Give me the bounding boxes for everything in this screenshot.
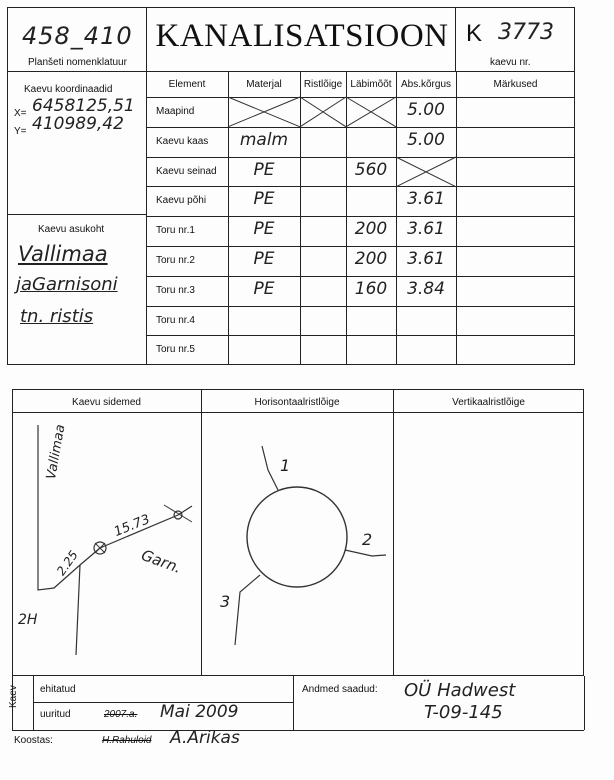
coord-x-value: 6458125,51 xyxy=(32,96,135,116)
koostas-label: Koostas: xyxy=(14,735,53,746)
well-label: kaevu nr. xyxy=(490,57,531,68)
sketch-header-sidemed: Kaevu sidemed xyxy=(72,397,141,408)
table-cell-element: Toru nr.4 xyxy=(156,314,195,326)
horizontal-pipe-1: 1 xyxy=(280,456,291,475)
sidemed-dist-2: 15.73 xyxy=(112,512,153,540)
table-cell-element: Toru nr.3 xyxy=(156,284,195,296)
table-header-diameter: Läbimõõt xyxy=(350,79,392,90)
sketch-header-horizontal: Horisontaalristlõige xyxy=(254,397,340,408)
uuritud-label: uuritud xyxy=(40,709,71,720)
table-cell-abs-height: 3.61 xyxy=(407,249,445,269)
horizontal-pipe-3: 3 xyxy=(220,592,231,611)
table-header-material: Materjal xyxy=(246,79,282,90)
table-cell-element: Toru nr.1 xyxy=(156,225,195,237)
location-line-2: jaGarnisoni xyxy=(16,274,118,295)
horizontal-pipe-2: 2 xyxy=(362,530,373,549)
sidemed-dist-1: 2.25 xyxy=(54,548,81,579)
table-cell-material: malm xyxy=(239,129,289,150)
table-header-notes: Märkused xyxy=(493,79,538,90)
koostas-struck: H.Rahuloid xyxy=(102,735,152,746)
table-cell-material: PE xyxy=(253,159,275,180)
table-cell-element: Toru nr.2 xyxy=(156,255,195,266)
table-cell-material: PE xyxy=(253,189,275,210)
table-cell-material: PE xyxy=(253,249,275,269)
table-cell-abs-height: 3.61 xyxy=(407,219,445,240)
table-cell-material: PE xyxy=(253,219,275,240)
table-header-element: Element xyxy=(168,79,206,90)
uuritud-value: Mai 2009 xyxy=(160,702,239,722)
table-cell-element: Kaevu seinad xyxy=(156,165,217,177)
table-header-abs-height: Abs.kõrgus xyxy=(400,79,452,90)
well-prefix: K xyxy=(466,20,483,47)
sidemed-street-garn: Garn. xyxy=(138,546,184,578)
location-label: Kaevu asukoht xyxy=(38,224,105,235)
table-cell-abs-height: 5.00 xyxy=(407,129,445,150)
ehitatud-label: ehitatud xyxy=(40,684,76,695)
andmed-label: Andmed saadud: xyxy=(302,684,378,695)
page-title: KANALISATSIOON xyxy=(155,18,449,54)
table-header-cross-section: Ristlõige xyxy=(303,79,343,90)
table-cell-diameter: 200 xyxy=(354,219,388,240)
table-cell-abs-height: 3.61 xyxy=(407,189,445,210)
sheet-label: Planšeti nomenklatuur xyxy=(28,57,127,68)
coord-x-label: X= xyxy=(14,108,27,119)
table-cell-diameter: 560 xyxy=(354,159,388,180)
table-cell-abs-height: 5.00 xyxy=(407,100,445,120)
andmed-value-2: T-09-145 xyxy=(424,702,503,723)
coord-y-value: 410989,42 xyxy=(32,114,124,134)
table-cell-abs-height: 3.84 xyxy=(407,278,445,299)
table-cell-element: Kaevu põhi xyxy=(156,195,207,207)
footer-side-label: Kaev xyxy=(8,685,19,708)
sidemed-street-vallimaa: Vallimaa xyxy=(44,423,69,481)
table-cell-element: Maapind xyxy=(156,106,195,117)
location-line-1: Vallimaa xyxy=(18,242,108,266)
footer-right-border xyxy=(584,676,585,730)
andmed-value-1: OÜ Hadwest xyxy=(404,680,516,701)
footer-bottom-line xyxy=(12,730,584,731)
location-line-3: tn. ristis xyxy=(20,306,94,327)
koostas-value: A.Arikas xyxy=(170,728,240,748)
footer-divider xyxy=(293,676,294,730)
sheet-number: 458_410 xyxy=(22,22,133,50)
table-cell-material: PE xyxy=(253,278,275,299)
well-number: 3773 xyxy=(498,20,554,45)
sketch-header-vertical: Vertikaalristlõige xyxy=(452,397,525,408)
footer-side-divider xyxy=(33,676,34,730)
uuritud-struck: 2007.a. xyxy=(104,709,138,720)
sidemed-building: 2H xyxy=(18,612,38,628)
coords-label: Kaevu koordinaadid xyxy=(24,84,113,95)
table-cell-element: Toru nr.5 xyxy=(156,344,195,356)
table-cell-diameter: 160 xyxy=(354,278,388,299)
table-cell-element: Kaevu kaas xyxy=(156,135,209,147)
coord-y-label: Y= xyxy=(14,126,27,137)
table-cell-diameter: 200 xyxy=(354,249,388,269)
